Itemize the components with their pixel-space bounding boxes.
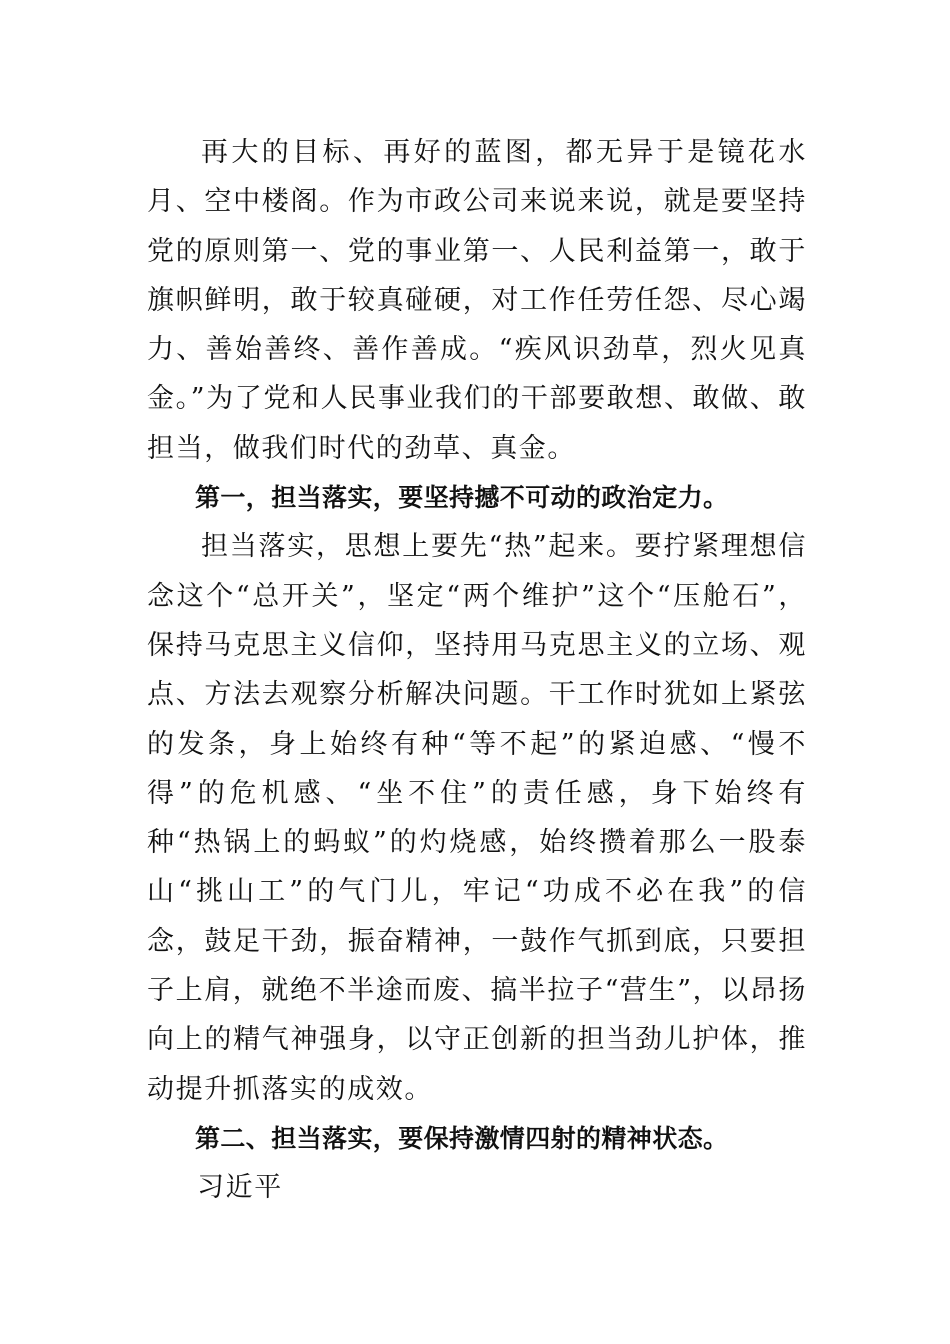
paragraph-section-first: 担当落实，思想上要先“热”起来。要拧紧理想信念这个“总开关”，坚定“两个维护”这个“压舱石”，保持马克思主义信仰，坚持用马克思主义的立场、观点、方法去观察分析解决问题。干工作时犹如上紧弦的发条，身上始终有种“等不起”的紧迫感、“慢不得”的危机感、“坐不住”的责任感，身下始终有种“热锅上的蚂蚁”的灼烧感，始终攒着那么一股泰山“挑山工”的气门儿，牢记“功成不必在我”的信念，鼓足干劲，振奋精神，一鼓作气抓到底，只要担子上肩，就绝不半途而废、搞半拉子“营生”，以昂扬向上的精气神强身，以守正创新的担当劲儿护体，推动提升抓落实的成效。: [147, 531, 808, 1105]
section-heading-first: 第一，担当落实，要坚持撼不可动的政治定力。: [195, 483, 729, 513]
section-heading-second: 第二、担当落实，要保持激情四射的精神状态。: [195, 1123, 729, 1153]
paragraph-intro: 再大的目标、再好的蓝图，都无异于是镜花水月、空中楼阁。作为市政公司来说来说，就是要坚持党的原则第一、党的事业第一、人民利益第一，敢于旗帜鲜明，敢于较真碰硬，对工作任劳任怨、尽心竭力、善始善终、善作善成。“疾风识劲草，烈火见真金。”为了党和人民事业我们的干部要敢想、敢做、敢担当，做我们时代的劲草、真金。: [147, 137, 807, 464]
author-signature: 习近平: [197, 1172, 283, 1204]
document-body: [147, 128, 807, 1213]
